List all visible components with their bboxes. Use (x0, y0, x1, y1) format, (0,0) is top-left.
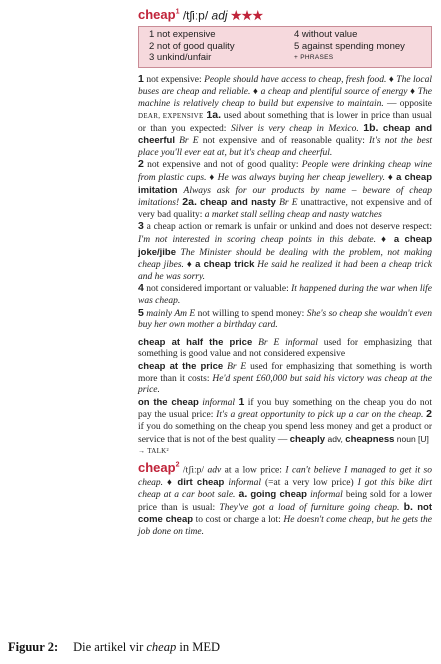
menu-item-phrases: + PHRASES (294, 54, 334, 62)
caption-label: Figuur 2: (8, 640, 59, 654)
headword: cheap$^1$ (138, 7, 180, 23)
sense-4: 4 not considered important or valuable: It happened during the war when life was cheap. (138, 282, 433, 307)
menu-item: 3 unkind/unfair (149, 52, 212, 64)
sense-menu-col-2 (294, 29, 405, 64)
figure-caption (8, 640, 220, 655)
caption-suffix: in MED (179, 640, 220, 654)
sense-menu (138, 26, 432, 68)
menu-item: 5 against spending money (294, 40, 405, 52)
sense-menu-col-1 (149, 29, 235, 64)
sense-2: 2 not expensive and not of good quality: People were drinking cheap wine from plastic cups. ♦ He was always buying her cheap jewellery. ♦ a cheap imitation Always ask for our products by name – beware of cheap imitations! 2a. cheap and nasty Br E unattractive, not expensive and of very bad quality: a market stall selling cheap and nasty watches (138, 158, 433, 220)
headword-2: cheap$^2$ (138, 460, 180, 476)
phrase-cheap-at-half-the-price: cheap at half the price Br E informal used for emphasizing that something is good value and not considered expensive (138, 336, 433, 360)
phrase-on-the-cheap: on the cheap informal 1 if you buy something on the cheap you do not pay the usual price: It's a great opportunity to pick up a car on the cheap. 2 if you do something on the cheap you spend less money and get a product or service that is not of the best quality — cheaply adv, cheapness noun [U] (138, 395, 433, 445)
menu-item: 1 not expensive (149, 29, 216, 41)
frequency-stars: ★★★ (230, 8, 264, 23)
phrase-cheap-at-the-price: cheap at the price Br E used for emphasizing that something is worth more than it costs: He'd spent £60,000 but said his victory was cheap at the price. (138, 360, 433, 396)
entry-header (138, 5, 432, 23)
part-of-speech: adj (211, 8, 228, 23)
sense-5: 5 mainly Am E not willing to spend money: She's so cheap she wouldn't even buy her own mother a birthday card. (138, 306, 433, 331)
entry-body (138, 74, 432, 538)
pronunciation: /tʃiːp/ (182, 8, 209, 23)
caption-text: Die artikel vir (73, 640, 144, 654)
sense-1: 1 not expensive: People should have access to cheap, fresh food. ♦ The local buses are cheap and reliable. ♦ a cheap and plentiful source of energy ♦ The machine is relatively cheap to build but expensive to maintain. — opposite DEAR, EXPENSIVE 1a. used about something that is lower in price than usual or than you expected: Silver is very cheap in Mexico. 1b. cheap and cheerful Br E not expensive and of reasonable quality: It's not the best place you'll ever eat at, but it's cheap and cheerful. (138, 73, 433, 158)
menu-item: 4 without value (294, 29, 358, 41)
dictionary-entry (138, 5, 432, 539)
sense-3: 3 a cheap action or remark is unfair or unkind and does not deserve respect: I'm not interested in scoring cheap points in this debate. ♦ a cheap joke/jibe The Minister should be dealing with the problem, not making cheap jibes. ♦ a cheap trick He said he realized it had been a cheap trick and he was sorry. (138, 220, 433, 282)
menu-item: 2 not of good quality (149, 40, 235, 52)
cross-reference: → TALK² (138, 447, 169, 456)
entry-2: cheap$^2$ /tʃiːp/ adv at a low price: I can't believe I managed to get it so cheap. ♦ dirt cheap informal (=at a very low price) I got this bike dirt cheap at a car boot sale. a. going cheap informal being sold for a lower price than is usual: They've got a load of furniture going cheap. b. not come cheap to cost or charge a lot: He doesn't come cheap, but he gets the job done on time. (138, 460, 433, 538)
caption-word: cheap (146, 640, 177, 654)
homograph-number: 1 (175, 9, 180, 16)
